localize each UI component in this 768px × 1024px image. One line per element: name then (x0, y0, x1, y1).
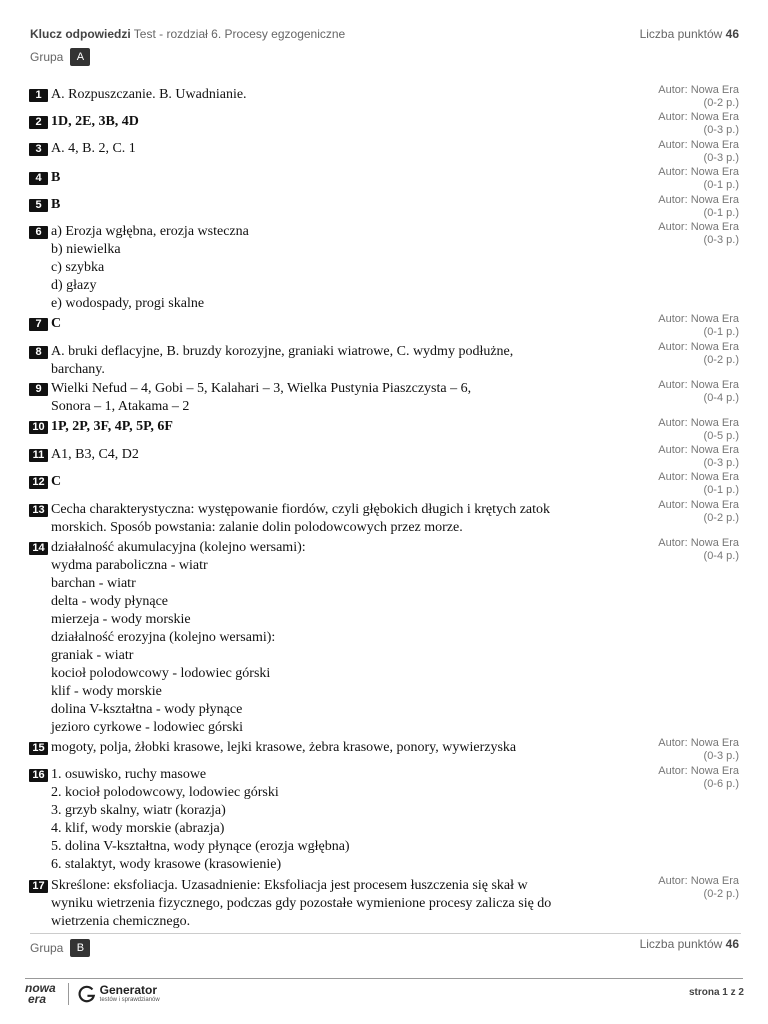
page-number: strona 1 z 2 (688, 987, 744, 998)
answer-text: Wielki Nefud – 4, Gobi – 5, Kalahari – 3, Wielka Pustynia Piaszczysta – 6, Sonora – 1, Atakama – 2 (51, 381, 472, 414)
question-number: 11 (29, 449, 48, 462)
question-number: 8 (29, 346, 48, 359)
document-title: Klucz odpowiedzi Test - rozdział 6. Procesy egzogeniczne (30, 27, 346, 41)
answer-text: A1, B3, C4, D2 (51, 447, 139, 462)
answer-text: A. Rozpuszczanie. B. Uwadnianie. (51, 87, 247, 102)
total-points: Liczba punktów 46 (639, 27, 739, 41)
question-number: 15 (29, 742, 48, 755)
nowa-era-logo: nowa era (25, 981, 56, 1006)
author-points: Autor: Nowa Era (0-2 p.) (658, 84, 739, 109)
group-b-label: Grupa B (30, 939, 90, 957)
question-number: 9 (29, 383, 48, 396)
answer-text: C (51, 474, 62, 489)
author-points: Autor: Nowa Era (0-3 p.) (658, 221, 739, 246)
answer-text: B (51, 170, 61, 185)
page-header (30, 27, 739, 43)
author-points: Autor: Nowa Era (0-4 p.) (658, 379, 739, 404)
footer-logos (25, 983, 160, 1005)
group-a-badge: A (70, 48, 90, 66)
answer-text: a) Erozja wgłębna, erozja wsteczna b) niewielka c) szybka d) głazy e) wodospady, progi skalne (51, 224, 249, 311)
answer-text: Skreślone: eksfoliacja. Uzasadnienie: Eksfoliacja jest procesem łuszczenia się skał w wyniku wietrzenia fizycznego, podczas gdy pozostałe wymienione procesy zalicza się do wietrzenia chemicznego. (51, 878, 552, 929)
author-points: Autor: Nowa Era (0-1 p.) (658, 313, 739, 338)
author-points: Autor: Nowa Era (0-3 p.) (658, 737, 739, 762)
logo-separator (68, 983, 69, 1005)
author-points: Autor: Nowa Era (0-5 p.) (658, 417, 739, 442)
question-number: 6 (29, 226, 48, 239)
author-points: Autor: Nowa Era (0-4 p.) (658, 537, 739, 562)
author-points: Autor: Nowa Era (0-6 p.) (658, 765, 739, 790)
question-number: 3 (29, 143, 48, 156)
author-points: Autor: Nowa Era (0-2 p.) (658, 499, 739, 524)
author-points: Autor: Nowa Era (0-2 p.) (658, 875, 739, 900)
answer-text: działalność akumulacyjna (kolejno wersami): wydma paraboliczna - wiatr barchan - wiatr delta - wody płynące mierzeja - wody morskie działalność erozyjna (kolejno wersami): graniak - wiatr kocioł polodowcowy - lodowiec górski klif - wody morskie dolina V-kształtna - wody płynące jezioro cyrkowe - lodowiec górski (51, 540, 306, 735)
question-number: 7 (29, 318, 48, 331)
question-number: 5 (29, 199, 48, 212)
answer-text: B (51, 197, 61, 212)
generator-title: Generator (99, 983, 158, 997)
author-points: Autor: Nowa Era (0-1 p.) (658, 166, 739, 191)
divider (30, 933, 741, 934)
answer-text: 1. osuwisko, ruchy masowe 2. kocioł polodowcowy, lodowiec górski 3. grzyb skalny, wiatr (korazja) 4. klif, wody morskie (abrazja) 5. dolina V-kształtna, wody płynące (erozja wgłębna) 6. stalaktyt, wody krasowe (krasowienie) (51, 767, 350, 872)
question-number: 16 (29, 769, 48, 782)
question-number: 4 (29, 172, 48, 185)
question-number: 14 (29, 542, 48, 555)
answer-text: 1P, 2P, 3F, 4P, 5P, 6F (51, 419, 173, 434)
author-points: Autor: Nowa Era (0-3 p.) (658, 444, 739, 469)
answer-text: A. 4, B. 2, C. 1 (51, 141, 136, 156)
group-b-badge: B (70, 939, 90, 957)
answer-text: C (51, 316, 62, 331)
question-number: 1 (29, 89, 48, 102)
group-a-label: Grupa A (30, 48, 90, 66)
author-points: Autor: Nowa Era (0-3 p.) (658, 139, 739, 164)
answer-text: Cecha charakterystyczna: występowanie fiordów, czyli głębokich długich i krętych zatok morskich. Sposób powstania: zalanie dolin polodowcowych przez morze. (51, 502, 551, 535)
answer-text: A. bruki deflacyjne, B. bruzdy korozyjne, graniaki wiatrowe, C. wydmy podłużne, barchany. (51, 344, 514, 377)
question-number: 10 (29, 421, 48, 434)
generator-g-icon (78, 985, 96, 1003)
question-number: 2 (29, 116, 48, 129)
question-number: 12 (29, 476, 48, 489)
question-number: 13 (29, 504, 48, 517)
author-points: Autor: Nowa Era (0-3 p.) (658, 111, 739, 136)
generator-subtitle: testów i sprawdzianów (99, 997, 160, 1003)
author-points: Autor: Nowa Era (0-1 p.) (658, 194, 739, 219)
group-b-points-row (439, 937, 739, 951)
generator-logo (78, 984, 160, 1004)
answer-text: 1D, 2E, 3B, 4D (51, 114, 139, 129)
author-points: Autor: Nowa Era (0-2 p.) (658, 341, 739, 366)
question-number: 17 (29, 880, 48, 893)
group-b-points: Liczba punktów 46 (639, 937, 739, 951)
author-points: Autor: Nowa Era (0-1 p.) (658, 471, 739, 496)
answer-text: mogoty, polja, żłobki krasowe, lejki krasowe, żebra krasowe, ponory, wywierzyska (51, 740, 517, 755)
footer-divider (25, 978, 743, 979)
